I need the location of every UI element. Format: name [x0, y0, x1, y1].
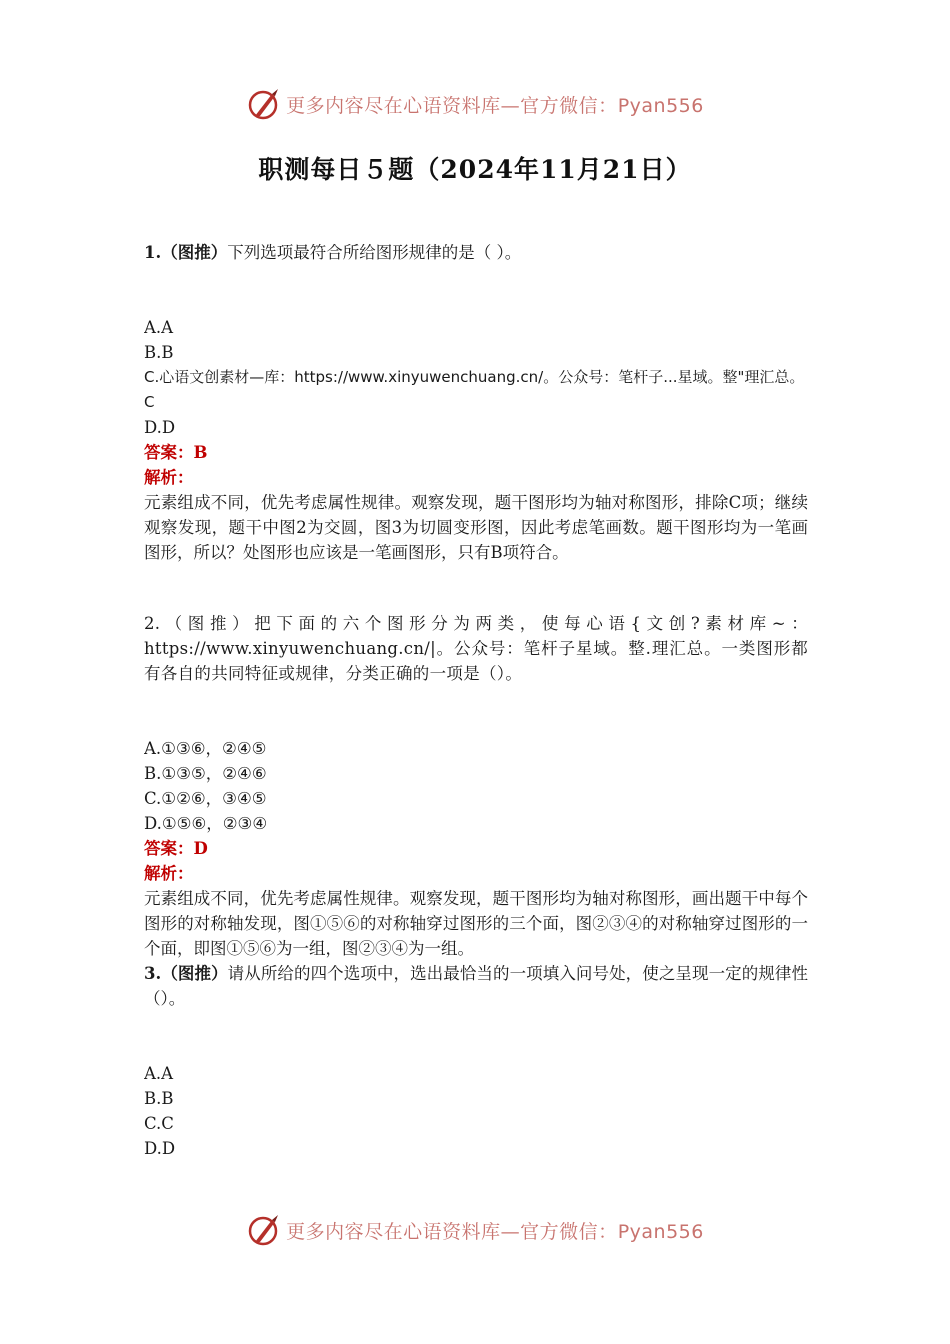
q2-option-c: C.①②⑥，③④⑤ — [144, 789, 267, 808]
q1-analysis: 元素组成不同，优先考虑属性规律。观察发现，题干图形均为轴对称图形，排除C项；继续观察发现，题干中图2为交圆，图3为切圆变形图，因此考虑笔画数。题干图形均为一笔画图形，所以？处图形也应该是一笔画图形，只有B项符合。 — [144, 493, 808, 562]
q3-option-b: B.B — [144, 1089, 174, 1108]
q2-analysis: 元素组成不同，优先考虑属性规律。观察发现，题干图形均为轴对称图形，画出题干中每个图形的对称轴发现，图①⑤⑥的对称轴穿过图形的三个面，图②③④的对称轴穿过图形的一个面，即图①⑤⑥为一组，图②③④为一组。 — [144, 889, 808, 958]
document-body — [144, 240, 808, 1161]
banner-text: 更多内容尽在心语资料库—官方微信：Pyan556 — [286, 94, 704, 117]
q1-analysis-label: 解析： — [144, 468, 194, 487]
quill-logo-icon — [246, 1212, 282, 1248]
banner-text: 更多内容尽在心语资料库—官方微信：Pyan556 — [286, 1220, 704, 1243]
q2-answer: 答案：D — [144, 839, 208, 858]
question-1-stem: 1.（图推）下列选项最符合所给图形规律的是（ ）。 — [144, 243, 522, 262]
q2-analysis-label: 解析： — [144, 864, 194, 883]
q1-option-a: A.A — [144, 318, 174, 337]
q2-option-a: A.①③⑥，②④⑤ — [144, 739, 267, 758]
q3-option-c: C.C — [144, 1114, 174, 1133]
q1-option-b: B.B — [144, 343, 174, 362]
footer-banner — [0, 1208, 950, 1252]
q2-option-b: B.①③⑤，②④⑥ — [144, 764, 267, 783]
q1-option-d: D.D — [144, 418, 176, 437]
q1-answer: 答案：B — [144, 443, 208, 462]
q3-option-a: A.A — [144, 1064, 174, 1083]
q1-option-c: C.心语文创素材—库：https://www.xinyuwenchuang.cn/。公众号：笔杆子...星域。整"理汇总。C — [144, 368, 805, 411]
header-banner — [0, 82, 950, 126]
page-title: 职测每日５题（2024年11月21日） — [258, 155, 692, 184]
q3-option-d: D.D — [144, 1139, 176, 1158]
question-3-stem: 3.（图推）请从所给的四个选项中，选出最恰当的一项填入问号处，使之呈现一定的规律性（）。 — [144, 964, 809, 1008]
q2-option-d: D.①⑤⑥，②③④ — [144, 814, 268, 833]
quill-logo-icon — [246, 86, 282, 122]
question-2-stem: 2.（图推）把下面的六个图形分为两类，使每心语{文创?素材库~：https://www.xinyuwenchuang.cn/|。公众号：笔杆子星域。整.理汇总。一类图形都有各自的共同特征或规律，分类正确的一项是（）。 — [144, 614, 808, 683]
